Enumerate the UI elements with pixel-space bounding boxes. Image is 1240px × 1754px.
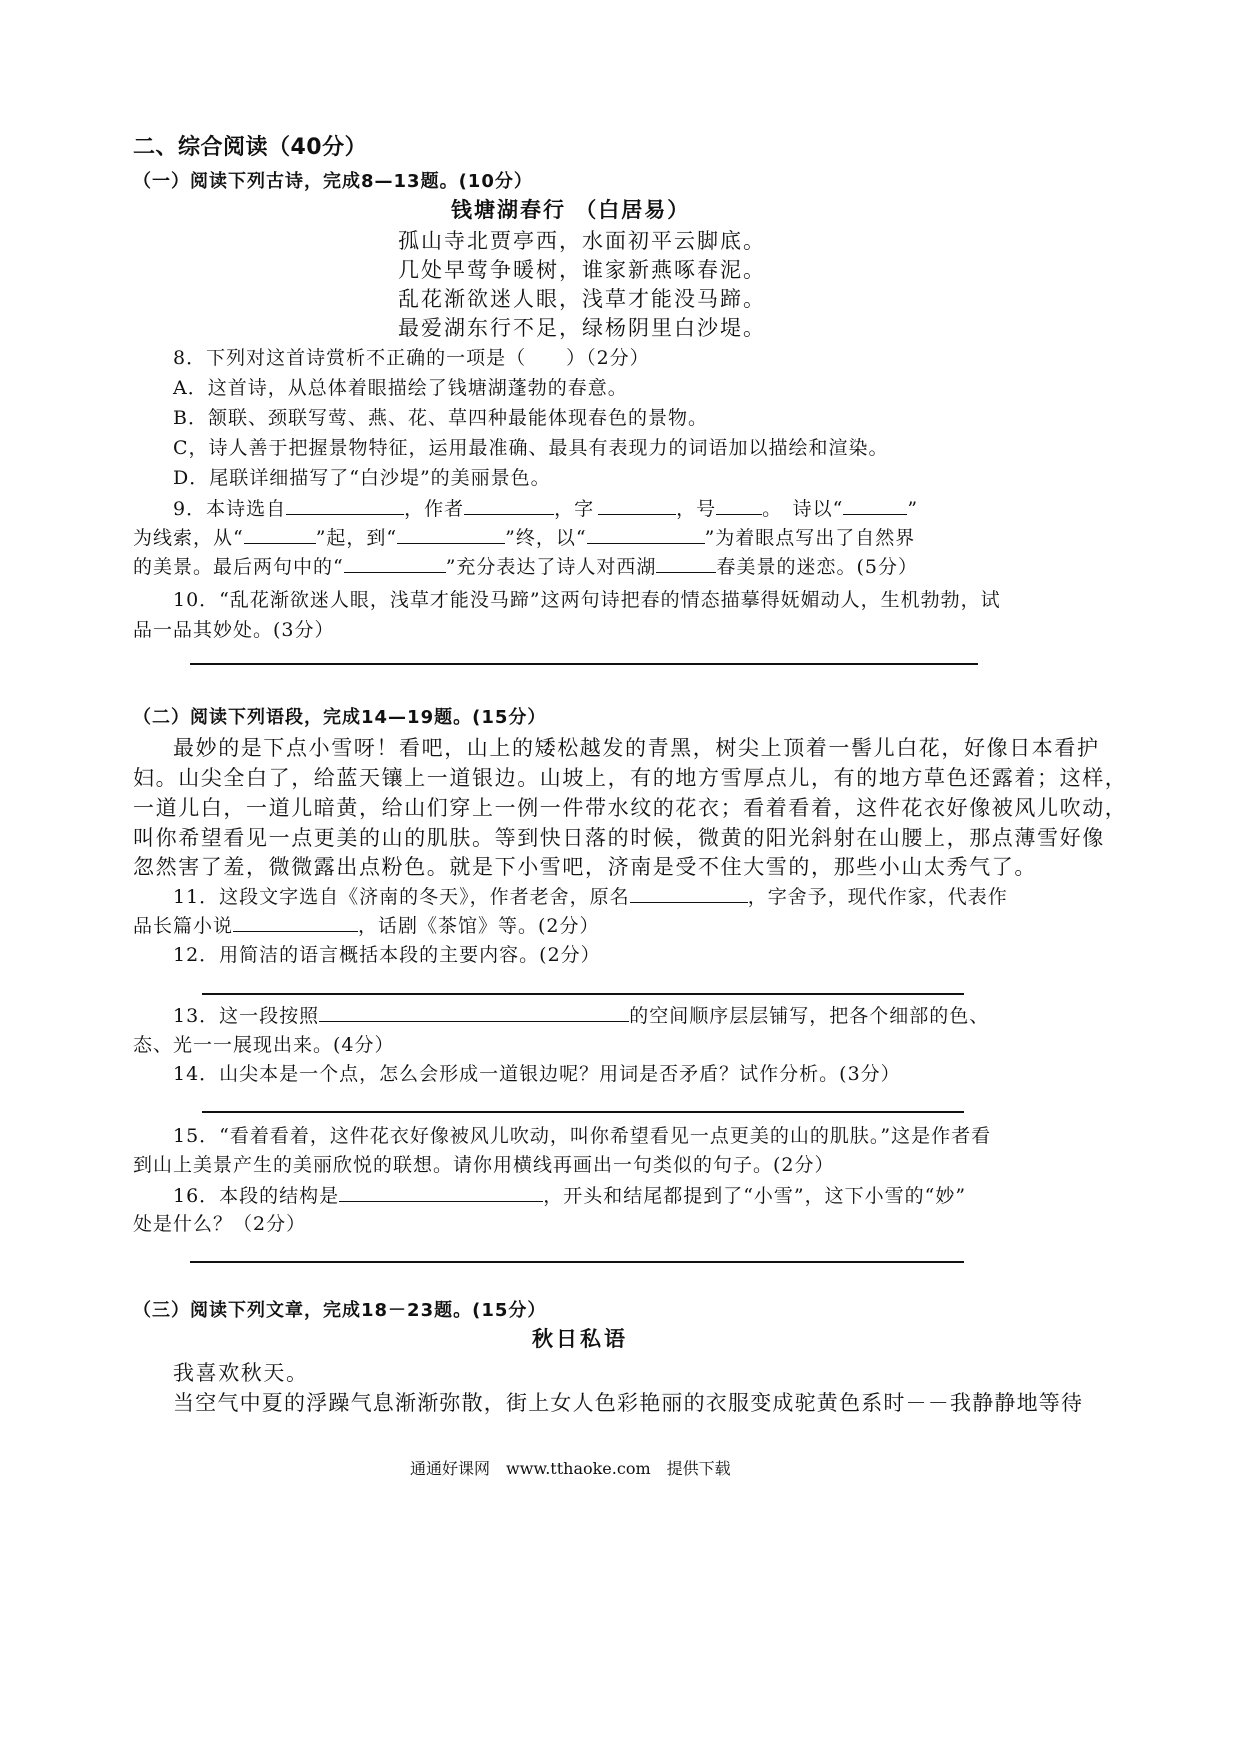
question-11-cont: 品长篇小说 ，话剧《茶馆》等。(2分） <box>133 915 600 937</box>
question-11: 11．这段文字选自《济南的冬天》，作者老舍，原名 ，字舍予，现代作家，代表作 <box>173 886 1008 908</box>
question-9-line1: 9．本诗选自 ，作者 ，字 ，号 。 诗以“ ” <box>173 498 919 520</box>
answer-blank[interactable] <box>587 525 705 544</box>
answer-blank[interactable] <box>319 1003 629 1022</box>
answer-blank[interactable] <box>286 496 404 515</box>
passage-line: 最妙的是下点小雪呀！看吧，山上的矮松越发的青黑，树尖上顶着一髻儿白花，好像日本看护 <box>173 736 1100 760</box>
answer-line[interactable] <box>202 993 964 995</box>
answer-blank[interactable] <box>233 913 358 932</box>
article-title: 秋日私语 <box>532 1327 628 1351</box>
poem-title: 钱塘湖春行 （白居易） <box>451 198 691 222</box>
part3-heading: （三）阅读下列文章，完成18－23题。(15分） <box>133 1300 547 1321</box>
question-16-cont: 处是什么？（2分） <box>133 1213 307 1235</box>
question-13: 13．这一段按照 的空间顺序层层铺写，把各个细部的色、 <box>173 1005 990 1027</box>
poem-line: 孤山寺北贾亭西，水面初平云脚底。 <box>398 229 766 253</box>
passage-line: 一道儿白，一道儿暗黄，给山们穿上一例一件带水纹的花衣；看着看着，这件花衣好像被风儿吹动， <box>133 796 1128 820</box>
part1-heading: （一）阅读下列古诗，完成8—13题。(10分） <box>133 171 533 192</box>
passage-line: 妇。山尖全白了，给蓝天镶上一道银边。山坡上，有的地方雪厚点儿，有的地方草色还露着；这样， <box>133 766 1128 790</box>
article-line: 我喜欢秋天。 <box>173 1361 309 1385</box>
question-16: 16．本段的结构是 ，开头和结尾都提到了“小雪”，这下小雪的“妙” <box>173 1185 967 1207</box>
question-15: 15．“看着看着，这件花衣好像被风儿吹动，叫你希望看见一点更美的山的肌肤。”这是作者看 <box>173 1125 992 1147</box>
answer-line[interactable] <box>190 663 978 665</box>
answer-blank[interactable] <box>464 496 554 515</box>
question-13-cont: 态、光一一展现出来。(4分） <box>133 1034 395 1056</box>
question-14: 14．山尖本是一个点，怎么会形成一道银边呢？用词是否矛盾？试作分析。(3分） <box>173 1063 901 1085</box>
answer-blank[interactable] <box>630 884 748 903</box>
answer-blank[interactable] <box>244 525 316 544</box>
question-15-cont: 到山上美景产生的美丽欣悦的联想。请你用横线再画出一句类似的句子。(2分） <box>133 1154 835 1176</box>
answer-blank[interactable] <box>397 525 505 544</box>
section-title: 二、综合阅读（40分） <box>133 135 368 160</box>
answer-blank[interactable] <box>843 496 907 515</box>
question-9-line2: 为线索，从“ ”起，到“ ”终，以“ ”为着眼点写出了自然界 <box>133 527 916 549</box>
question-9-line3: 的美景。最后两句中的“ ”充分表达了诗人对西湖 春美景的迷恋。(5分） <box>133 556 918 578</box>
footer: 通通好课网 www.tthaoke.com 提供下载 <box>410 1459 731 1478</box>
answer-blank[interactable] <box>656 554 716 573</box>
answer-line[interactable] <box>202 1111 964 1113</box>
answer-line[interactable] <box>190 1261 964 1263</box>
option-c: C，诗人善于把握景物特征，运用最准确、最具有表现力的词语加以描绘和渲染。 <box>173 437 889 459</box>
answer-blank[interactable] <box>344 554 446 573</box>
question-10: 10．“乱花渐欲迷人眼，浅草才能没马蹄”这两句诗把春的情态描摹得妩媚动人，生机勃勃，试 <box>173 589 1001 611</box>
passage-line: 忽然害了羞，微微露出点粉色。就是下小雪吧，济南是受不住大雪的，那些小山太秀气了。 <box>133 855 1037 879</box>
answer-blank[interactable] <box>598 496 676 515</box>
option-a: A．这首诗，从总体着眼描绘了钱塘湖蓬勃的春意。 <box>173 377 628 399</box>
answer-blank[interactable] <box>339 1183 543 1202</box>
option-d: D．尾联详细描写了“白沙堤”的美丽景色。 <box>173 467 551 489</box>
option-b: B．颔联、颈联写莺、燕、花、草四种最能体现春色的景物。 <box>173 407 708 429</box>
answer-blank[interactable] <box>716 496 762 515</box>
part2-heading: （二）阅读下列语段，完成14—19题。(15分） <box>133 707 547 728</box>
poem-line: 最爱湖东行不足，绿杨阴里白沙堤。 <box>398 316 766 340</box>
passage-line: 叫你希望看见一点更美的山的肌肤。等到快日落的时候，微黄的阳光斜射在山腰上，那点薄雪好像 <box>133 826 1105 850</box>
poem-line: 几处早莺争暖树，谁家新燕啄春泥。 <box>398 258 766 282</box>
question-12: 12．用简洁的语言概括本段的主要内容。(2分） <box>173 944 601 966</box>
question-10-cont: 品一品其妙处。(3分） <box>133 619 335 641</box>
poem-line: 乱花渐欲迷人眼，浅草才能没马蹄。 <box>398 287 766 311</box>
article-line: 当空气中夏的浮躁气息渐渐弥散，街上女人色彩艳丽的衣服变成驼黄色系时－－我静静地等待 <box>173 1391 1084 1415</box>
question-8: 8．下列对这首诗赏析不正确的一项是（ ）（2分） <box>173 347 650 369</box>
